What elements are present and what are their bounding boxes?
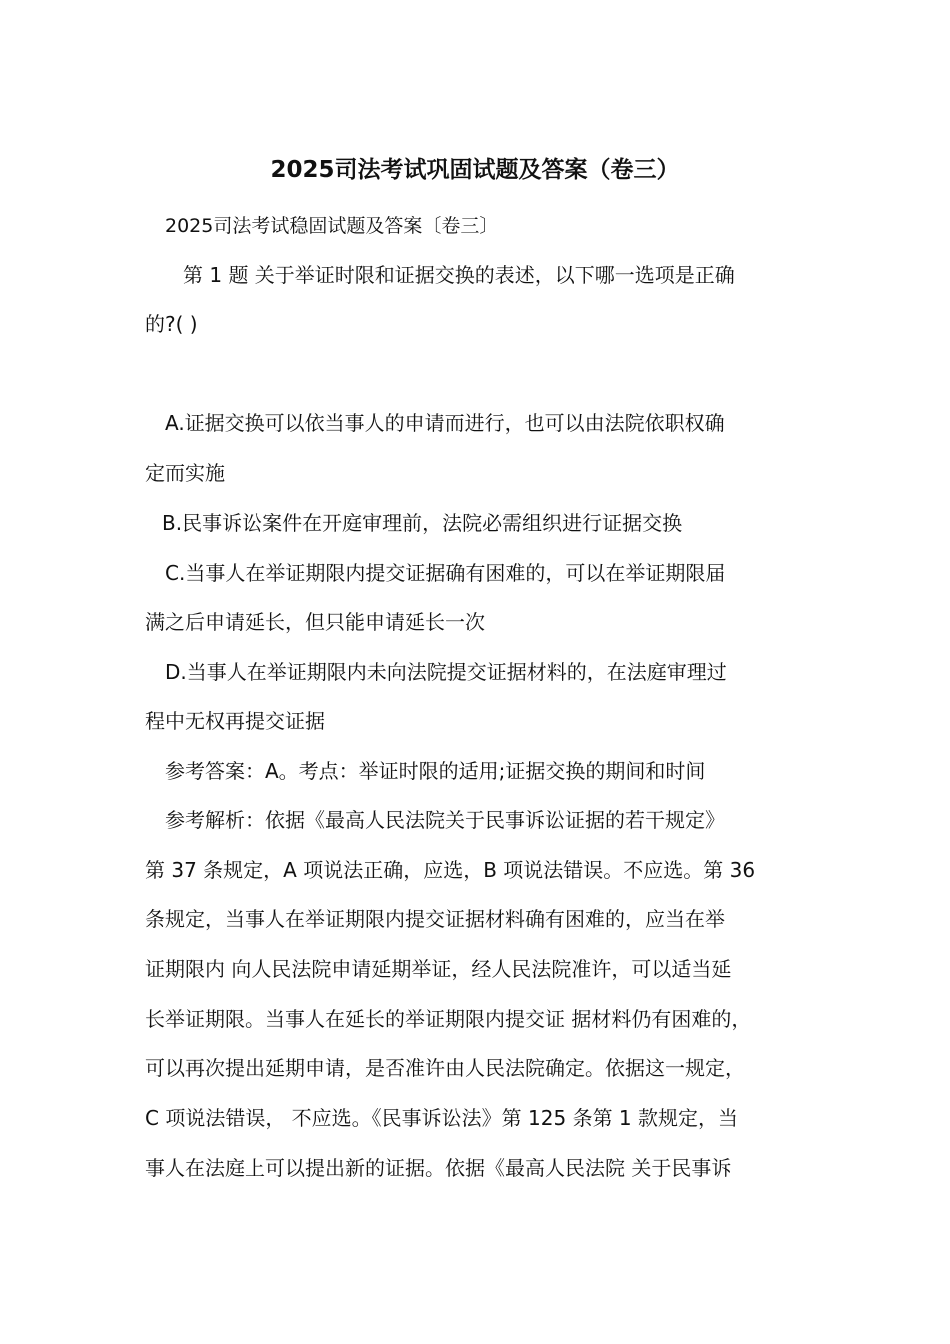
option-d-line-2: 程中无权再提交证据	[145, 709, 325, 733]
analysis-line: 证期限内 向人民法院申请延期举证，经人民法院准许，可以适当延	[145, 957, 732, 981]
analysis-line: C 项说法错误， 不应选。《民事诉讼法》第 125 条第 1 款规定，当	[145, 1106, 739, 1130]
option-a-line-2: 定而实施	[145, 461, 225, 485]
option-d-line-1: D.当事人在举证期限内未向法院提交证据材料的，在法庭审理过	[165, 660, 727, 684]
analysis-line: 参考解析：依据《最高人民法院关于民事诉讼证据的若干规定》	[165, 808, 725, 832]
reference-answer: 参考答案：A。考点：举证时限的适用;证据交换的期间和时间	[165, 759, 706, 783]
question-line-1: 第 1 题 关于举证时限和证据交换的表述，以下哪一选项是正确	[183, 263, 735, 287]
option-c-line-2: 满之后申请延长，但只能申请延长一次	[145, 610, 485, 634]
analysis-line: 条规定，当事人在举证期限内提交证据材料确有困难的，应当在举	[145, 907, 725, 931]
document-title: 2025司法考试巩固试题及答案（卷三）	[270, 157, 680, 183]
option-c-line-1: C.当事人在举证期限内提交证据确有困难的，可以在举证期限届	[165, 561, 726, 585]
analysis-line: 事人在法庭上可以提出新的证据。依据《最高人民法院 关于民事诉	[145, 1156, 732, 1180]
option-b-line-1: B.民事诉讼案件在开庭审理前，法院必需组织进行证据交换	[162, 511, 683, 535]
option-a-line-1: A.证据交换可以依当事人的申请而进行，也可以由法院依职权确	[165, 411, 725, 435]
analysis-line: 第 37 条规定，A 项说法正确，应选，B 项说法错误。不应选。第 36	[145, 858, 756, 882]
analysis-line: 长举证期限。当事人在延长的举证期限内提交证 据材料仍有困难的，	[145, 1007, 752, 1031]
question-line-2: 的?( )	[145, 312, 198, 336]
document-subtitle: 2025司法考试稳固试题及答案〔卷三〕	[165, 215, 499, 237]
analysis-line: 可以再次提出延期申请，是否准许由人民法院确定。依据这一规定，	[145, 1056, 745, 1080]
